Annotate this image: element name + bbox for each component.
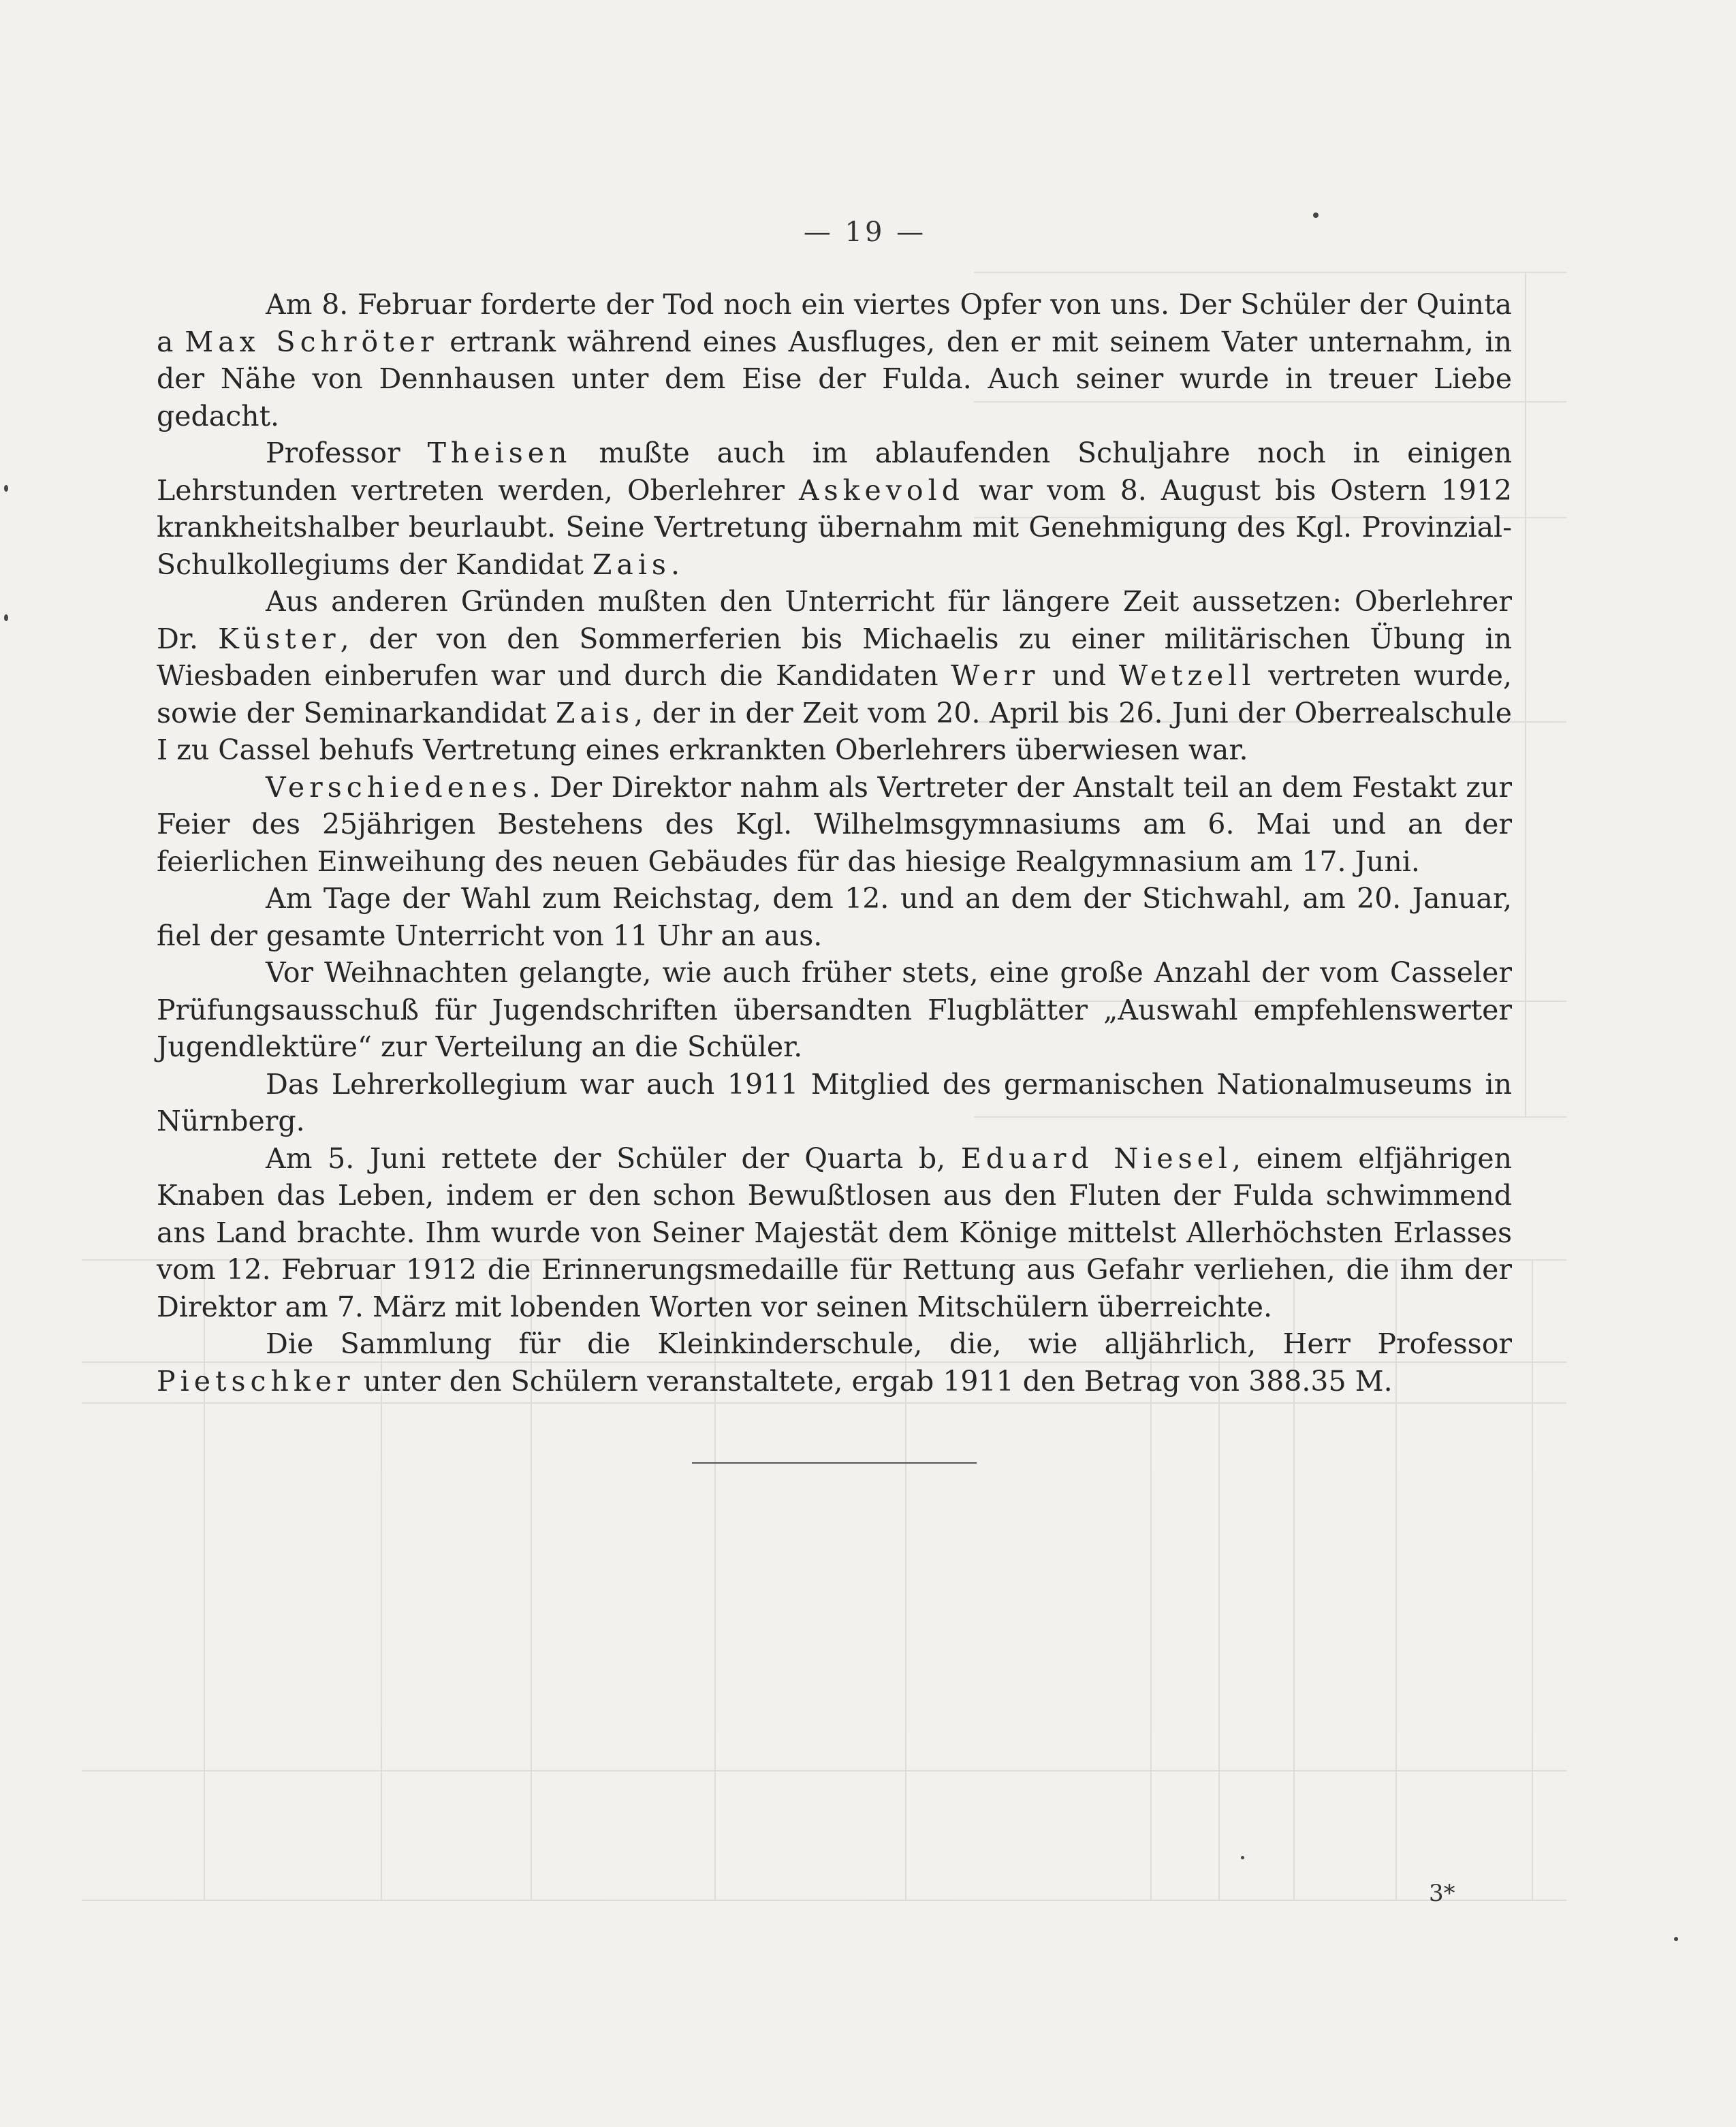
section-separator-rule — [692, 1462, 977, 1464]
spaced-name: Küster — [218, 622, 341, 655]
paragraph-deaths — [157, 286, 1512, 435]
spaced-name: Pietschker — [157, 1364, 355, 1398]
text-segment: . Der Direktor nahm als Vertreter der Anstalt teil an dem Festakt zur Feier des 25jährigen Bestehens des Kgl. Wilhelmsgymnasiums am 6. Mai und an der feierlichen Einweihung des neuen Gebäudes für das hiesige Realgymnasium am 17. Juni. — [157, 770, 1512, 878]
scan-speck — [1241, 1856, 1244, 1859]
text-segment: , einem elfjährigen Knaben das Leben, indem er den schon Bewußtlosen aus den Fluten der Fulda schwimmend ans Land brachte. Ihm wurde von Seiner Majestät dem Könige mittelst Allerhöchsten Erlasses vom 12. Februar 1912 die Erinnerungsmedaille für Rettung aus Gefahr verliehen, die ihm der Direktor am 7. März mit lobenden Worten vor seinen Mitschülern überreichte. — [157, 1141, 1513, 1323]
page-number: — 19 — — [803, 217, 927, 248]
scan-speck — [4, 485, 8, 492]
paragraph-substitutions — [157, 435, 1512, 583]
text-segment: Professor — [266, 437, 428, 469]
paragraph-museum — [157, 1066, 1512, 1140]
text-segment: Aus anderen Gründen mußten den Unterricht für längere Zeit aussetzen: Oberlehrer Dr. — [157, 585, 1512, 655]
text-segment: unter den Schülern veranstaltete, ergab 1911 den Betrag von 388.35 M. — [354, 1364, 1393, 1398]
paragraph-miscellaneous — [157, 769, 1512, 881]
paragraph-absences — [157, 583, 1512, 769]
body-text — [157, 286, 1512, 1400]
spaced-name: Zais — [556, 696, 635, 729]
spaced-name: Theisen — [427, 437, 572, 469]
text-segment: ertrank während eines Ausfluges, den er mit seinem Vater unternahm, in der Nähe von Dennhausen unter dem Eise der Fulda. Auch seiner wurde in treuer Liebe gedacht. — [157, 325, 1512, 432]
text-segment: Vor Weihnachten gelangte, wie auch früher stets, eine große Anzahl der vom Casseler Prüfungsausschuß für Jugendschriften übersandten Flugblätter „Auswahl empfehlenswerter Jugendlektüre“ zur Verteilung an die Schüler. — [157, 956, 1512, 1063]
text-segment: Am Tage der Wahl zum Reichstag, dem 12. und an dem der Stichwahl, am 20. Januar, fiel der gesamte Unterricht von 11 Uhr an aus. — [157, 882, 1512, 952]
scan-speck — [1313, 212, 1319, 218]
paragraph-collection — [157, 1325, 1512, 1400]
section-heading-miscellaneous: Verschiedenes — [266, 770, 532, 804]
text-segment: Das Lehrerkollegium war auch 1911 Mitglied des germanischen Nationalmuseums in Nürnberg. — [157, 1067, 1512, 1137]
text-segment: . — [670, 548, 680, 581]
text-segment: mußte auch im ablaufenden Schuljahre noch in einigen Lehrstunden vertreten werden, Oberlehrer — [157, 437, 1512, 507]
scan-speck — [4, 614, 8, 621]
spaced-name: Wetzell — [1118, 659, 1256, 692]
paragraph-rescue — [157, 1140, 1512, 1326]
scan-speck — [1674, 1937, 1678, 1941]
paragraph-flyers — [157, 954, 1512, 1066]
paragraph-election — [157, 880, 1512, 954]
text-segment: , der in der Zeit vom 20. April bis 26. Juni der Oberrealschule I zu Cassel behufs Vertretung eines erkrankten Oberlehrers überwiesen war. — [157, 696, 1512, 766]
spaced-name: Max Schröter — [185, 325, 439, 358]
text-segment: Am 8. Februar forderte der Tod noch ein viertes Opfer von uns. Der Schüler der Quinta a — [157, 288, 1512, 358]
text-segment: Am 5. Juni rettete der Schüler der Quarta b, — [266, 1141, 961, 1175]
text-segment: war vom 8. August bis Ostern 1912 krankheitshalber beurlaubt. Seine Vertretung übernahm mit Genehmigung des Kgl. Provinzial-Schulkollegiums der Kandidat — [157, 473, 1513, 581]
spaced-name: Werr — [951, 659, 1040, 692]
text-segment: Die Sammlung für die Kleinkinderschule, die, wie alljährlich, Herr Professor — [266, 1327, 1512, 1360]
spaced-name: Zais — [592, 548, 671, 581]
signature-mark: 3* — [1429, 1880, 1455, 1907]
text-segment: und — [1039, 659, 1119, 692]
text-segment: , der von den Sommerferien bis Michaelis zu einer militärischen Übung in Wiesbaden einberufen war und durch die Kandidaten — [157, 622, 1512, 692]
spaced-name: Eduard Niesel — [960, 1141, 1233, 1175]
spaced-name: Askevold — [798, 473, 964, 507]
text-segment: vertreten wurde, sowie der Seminarkandidat — [157, 659, 1513, 729]
